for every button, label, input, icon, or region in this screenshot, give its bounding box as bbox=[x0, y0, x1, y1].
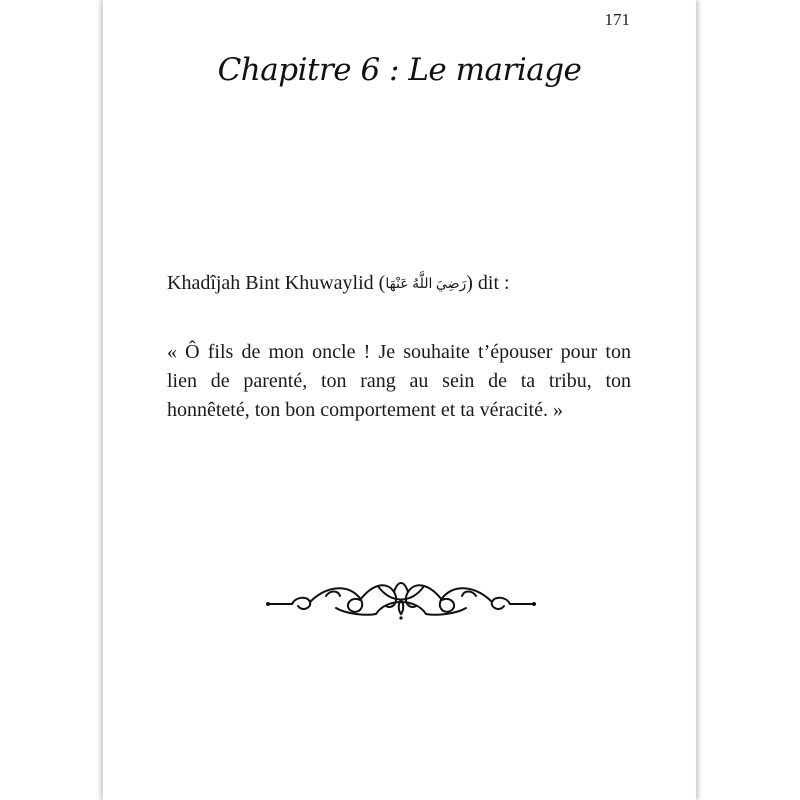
book-page bbox=[103, 0, 696, 800]
page-number: 171 bbox=[604, 10, 630, 29]
chapter-title: Chapitre 6 : Le mariage bbox=[217, 52, 582, 88]
quote-paragraph: « Ô fils de mon oncle ! Je souhaite t’épouser pour ton lien de parenté, ton rang au sein de ta tribu, ton honnêteté, ton bon comportement et ta véracité. » bbox=[167, 341, 631, 421]
quote-attribution: Khadîjah Bint Khuwaylid (رَضِيَ اللَّهُ عَنْهَا) dit : bbox=[167, 272, 510, 294]
attribution-name: Khadîjah Bint Khuwaylid bbox=[167, 272, 374, 294]
ornament-divider-icon bbox=[266, 574, 536, 620]
arabic-honorific: رَضِيَ اللَّهُ عَنْهَا bbox=[385, 277, 467, 292]
attribution-suffix: dit : bbox=[477, 272, 510, 294]
